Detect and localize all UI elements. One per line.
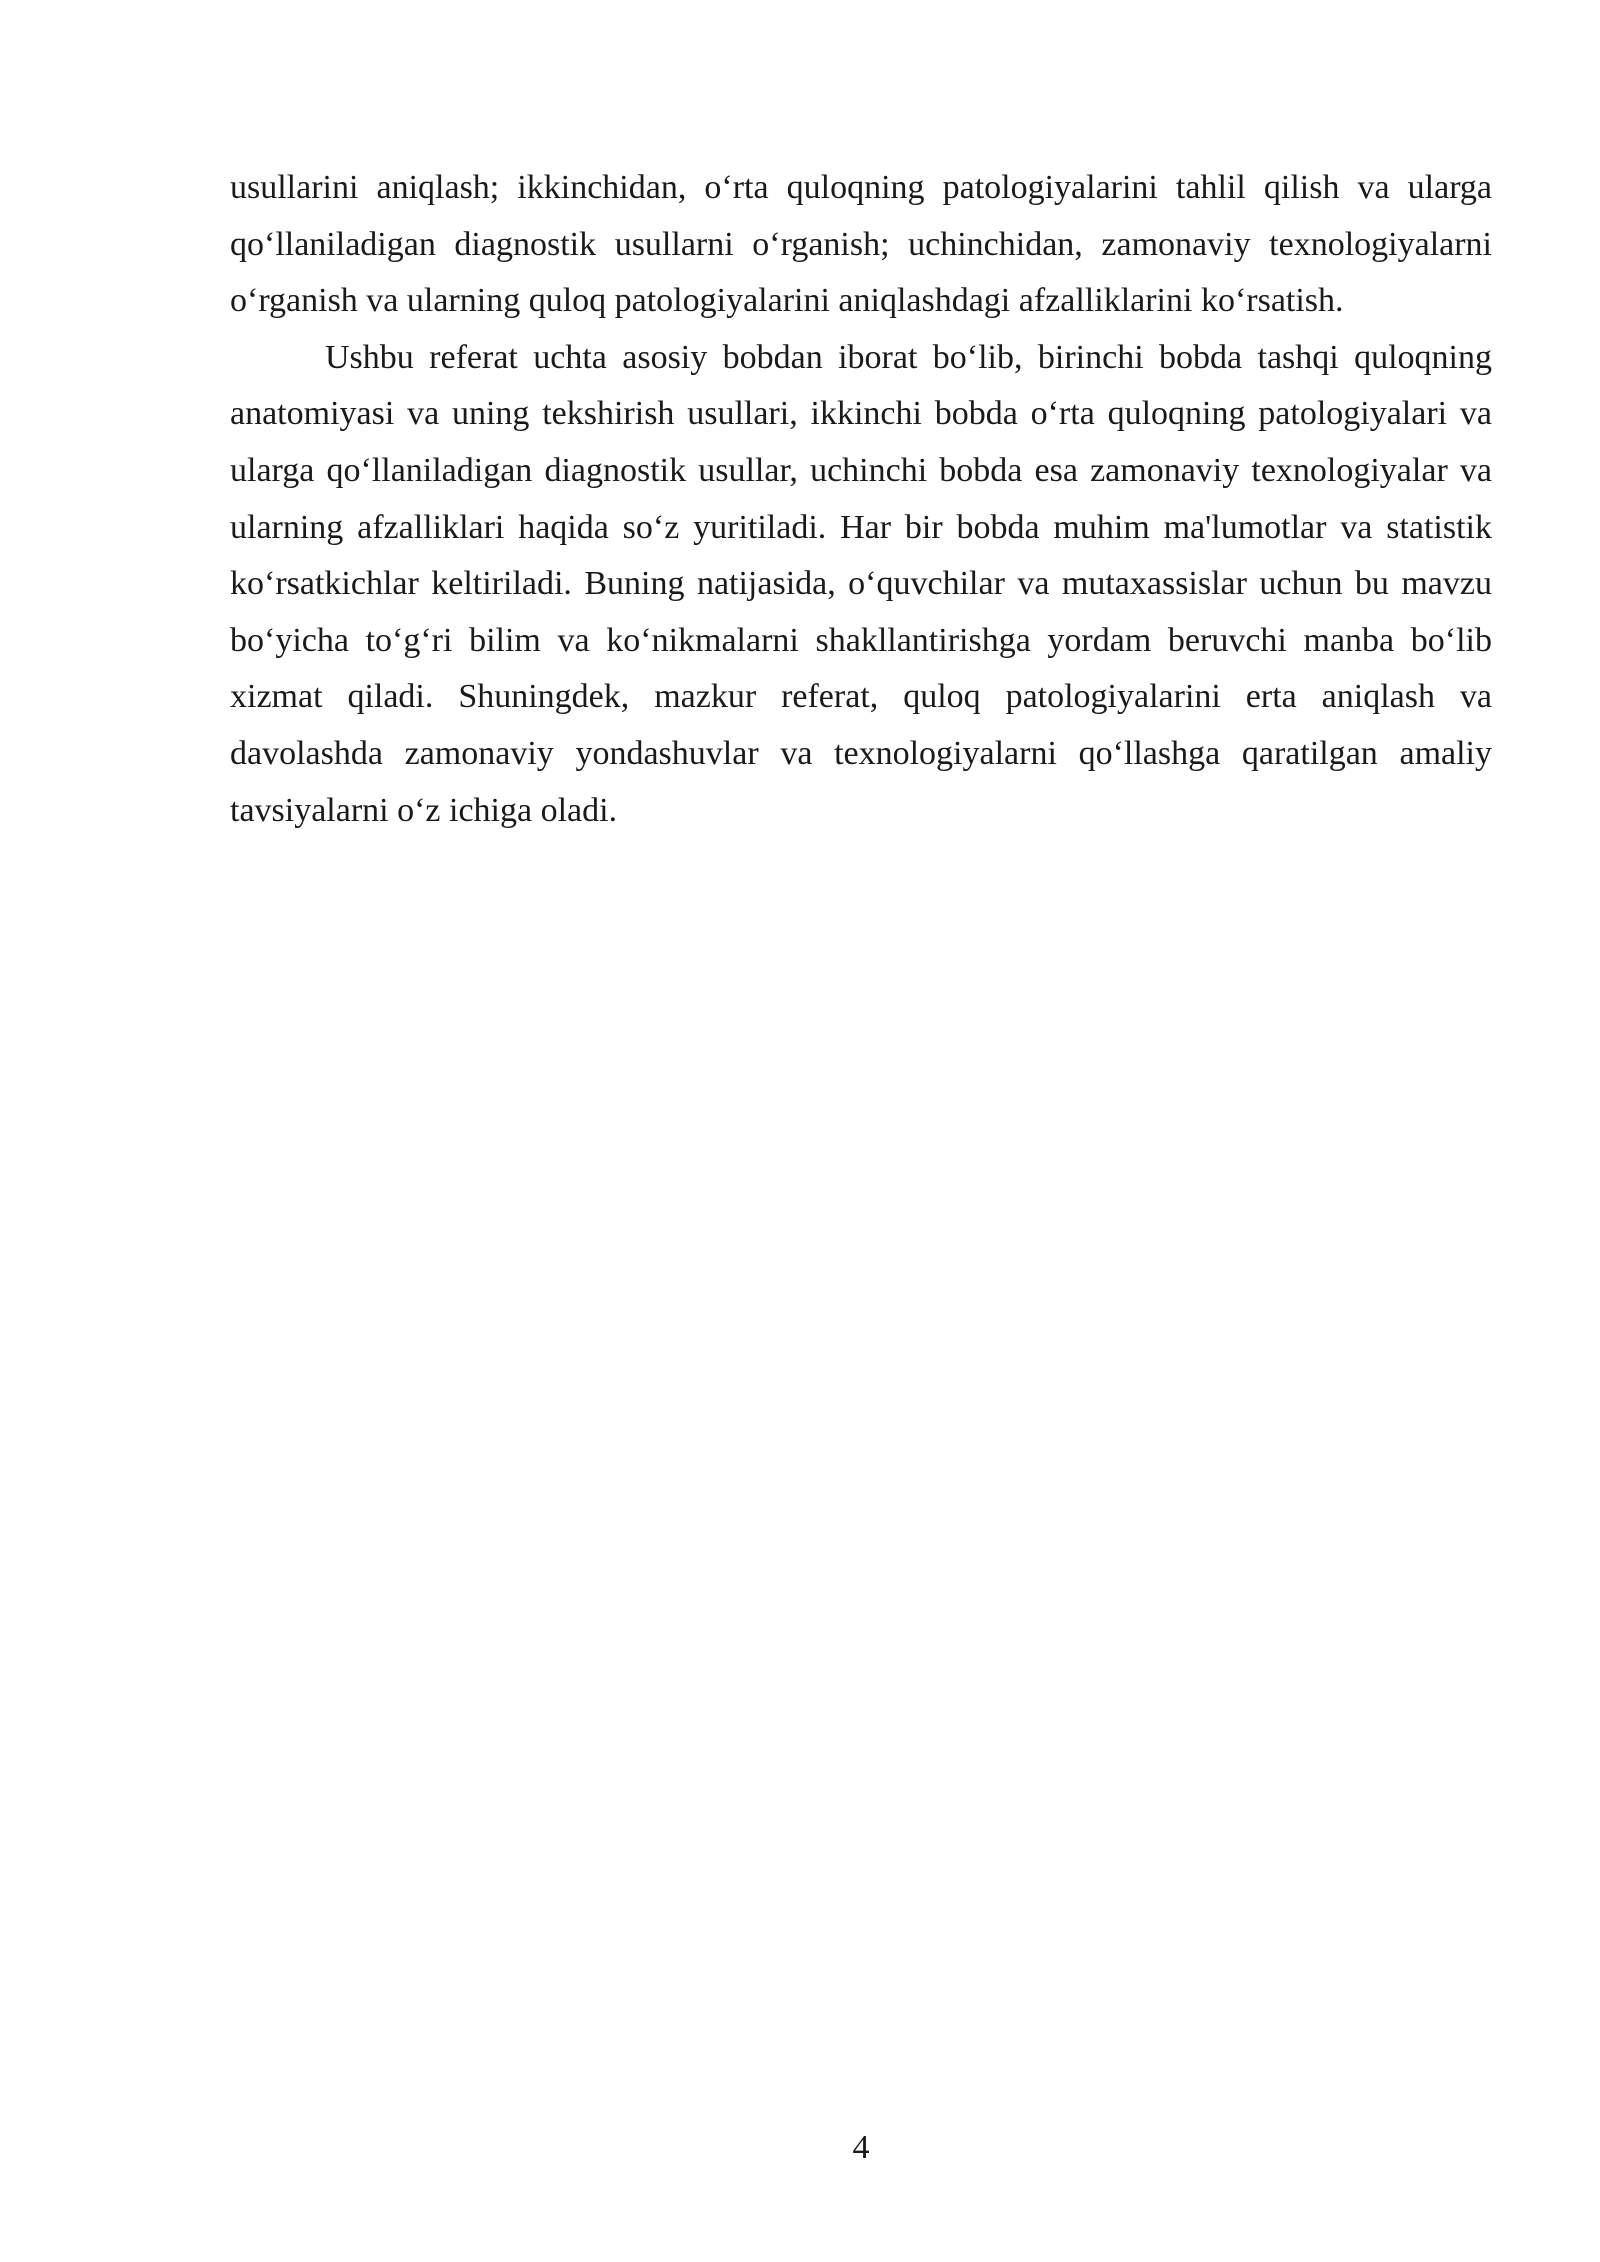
- page-number: 4: [852, 2129, 870, 2166]
- paragraph-continuation: usullarini aniqlash; ikkinchidan, o‘rta quloqning patologiyalarini tahlil qilish va ularga qo‘llaniladigan diagnostik usullarni o‘rganish; uchinchidan, zamonaviy texnologiyalarni o‘rganish va ularning quloq patologiyalarini aniqlashdagi afzalliklarini ko‘rsatish.: [230, 169, 1492, 320]
- paragraph-structure-overview: Ushbu referat uchta asosiy bobdan iborat bo‘lib, birinchi bobda tashqi quloqning anatomiyasi va uning tekshirish usullari, ikkinchi bobda o‘rta quloqning patologiyalari va ularga qo‘llaniladigan diagnostik usullar, uchinchi bobda esa zamonaviy texnologiyalar va ularning afzalliklari haqida so‘z yuritiladi. Har bir bobda muhim ma'lumotlar va statistik ko‘rsatkichlar keltiriladi. Buning natijasida, o‘quvchilar va mutaxassislar uchun bu mavzu bo‘yicha to‘g‘ri bilim va ko‘nikmalarni shakllantirishga yordam beruvchi manba bo‘lib xizmat qiladi. Shuningdek, mazkur referat, quloq patologiyalarini erta aniqlash va davolashda zamonaviy yondashuvlar va texnologiyalarni qo‘llashga qaratilgan amaliy tavsiyalarni o‘z ichiga oladi.: [230, 338, 1492, 829]
- body-text: [230, 160, 1492, 839]
